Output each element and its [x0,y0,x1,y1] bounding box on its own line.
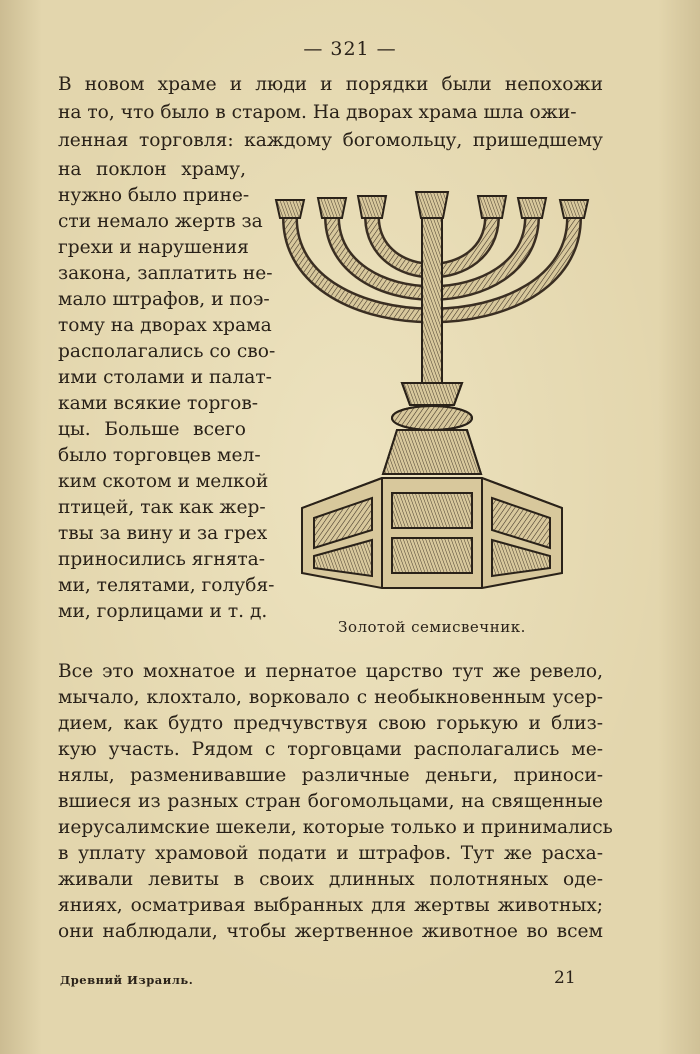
menorah-icon [262,178,602,598]
text-line: ими столами и палат- [58,367,272,388]
menorah-figure [262,178,602,628]
text-line: ками всякие торгов- [58,393,259,414]
text-line: твы за вину и за грех [58,523,268,544]
text-line: мычало, клохтало, ворковало с необыкновенным усер- [58,687,603,708]
text-line: вшиеся из разных стран богомольцами, на священные [58,791,603,812]
text-line: в уплату храмовой подати и штрафов. Тут же расха- [58,843,603,864]
text-line: Все это мохнатое и пернатое царство тут же ревело, [58,661,603,682]
text-line: птицей, так как жер- [58,497,266,518]
text-line: кую участь. Рядом с торговцами располагались ме- [58,739,603,760]
footer-book-title: Древний Израиль. [60,973,194,987]
text-line: грехи и нарушения [58,237,249,258]
text-line: дием, как будто предчувствуя свою горькую и близ- [58,713,603,734]
text-line: иерусалимские шекели, которые только и принимались [58,817,613,838]
text-line: на поклон храму, [58,159,246,180]
text-line: В новом храме и люди и порядки были непохожи [58,74,603,95]
text-line: было торговцев мел- [58,445,261,466]
text-line: цы. Больше всего [58,419,246,440]
text-line: нужно было прине- [58,185,250,206]
text-line: ми, горлицами и т. д. [58,601,268,622]
page-number: — 321 — [303,38,397,60]
text-line: сти немало жертв за [58,211,263,232]
text-line: ким скотом и мелкой [58,471,269,492]
text-line: они наблюдали, чтобы жертвенное животное во всем [58,921,603,942]
text-line: тому на дворах храма [58,315,272,336]
text-line: закона, заплатить не- [58,263,273,284]
text-line: ленная торговля: каждому богомольцу, пришедшему [58,130,603,151]
text-line: нялы, разменивавшие различные деньги, приноси- [58,765,603,786]
signature-mark: 21 [554,968,576,988]
text-line: ми, телятами, голубя- [58,575,275,596]
text-line: мало штрафов, и поэ- [58,289,270,310]
text-line: яниях, осматривая выбранных для жертвы животных; [58,895,603,916]
text-line: живали левиты в своих длинных полотняных оде- [58,869,603,890]
text-line: на то, что было в старом. На дворах храма шла ожи- [58,102,577,123]
text-line: располагались со сво- [58,341,276,362]
figure-caption: Золотой семисвечник. [338,618,526,636]
text-line: приносились ягнята- [58,549,265,570]
